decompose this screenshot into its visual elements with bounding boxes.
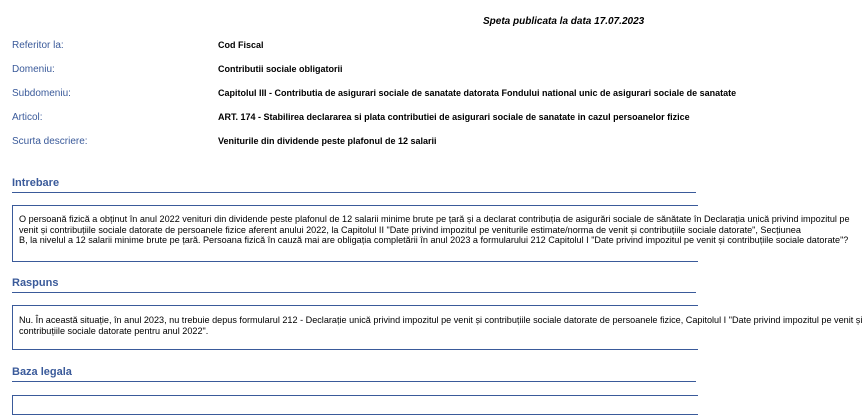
section-title-intrebare: Intrebare [12, 177, 60, 189]
meta-row-scurta-descriere [0, 136, 696, 150]
answer-line: contribuțiile sociale datorate pentru anul 2022". [19, 325, 209, 336]
meta-value: Contributii sociale obligatorii [218, 64, 343, 74]
meta-label: Subdomeniu: [12, 88, 71, 99]
section-divider [12, 381, 696, 382]
meta-value: Capitolul III - Contributia de asigurari sociale de sanatate datorata Fondului national unic de asigurari sociale de sanatate [218, 88, 737, 98]
meta-label: Scurta descriere: [12, 136, 88, 147]
publication-date-note: Speta publicata la data 17.07.2023 [483, 16, 645, 27]
answer-box [12, 305, 862, 350]
meta-row-referitor [0, 40, 696, 54]
meta-row-domeniu [0, 64, 696, 78]
meta-label: Referitor la: [12, 40, 64, 51]
question-line: O persoană fizică a obținut în anul 2022 venituri din dividende peste plafonul de 12 salarii minime brute pe țară și a declarat contribuția de asigurări sociale de sănătate în Declarația unică privind impozitul pe [19, 214, 850, 224]
meta-row-articol [0, 112, 696, 126]
question-line: B, la nivelul a 12 salarii minime brute pe țară. Persoana fizică în cauză mai are obligația completării în anul 2023 a formularului 212 Capitolul I "Date privind impozitul pe venit și contribuțiile sociale datorate"? [19, 235, 849, 245]
meta-value: ART. 174 - Stabilirea declararea si plata contributiei de asigurari sociale de sanatate in cazul persoanelor fizice [218, 112, 690, 122]
meta-value: Veniturile din dividende peste plafonul de 12 salarii [218, 136, 437, 146]
meta-row-subdomeniu [0, 88, 737, 102]
meta-label: Domeniu: [12, 64, 55, 75]
question-line: venit și contribuțiile sociale datorate de persoanele fizice aferent anului 2022, la Capitolul II "Date privind impozitul pe veniturile estimate/norma de venit și contribuțiile sociale datorate", Secțiunea [19, 224, 801, 235]
meta-label: Articol: [12, 112, 43, 123]
question-box [12, 205, 850, 262]
meta-value: Cod Fiscal [218, 40, 264, 50]
section-divider [12, 292, 696, 293]
section-divider [12, 192, 696, 193]
legal-basis-box [12, 395, 698, 415]
section-title-baza-legala: Baza legala [12, 366, 72, 378]
answer-line: Nu. În această situație, în anul 2023, nu trebuie depus formularul 212 - Declarație unică privind impozitul pe venit și contribuțiile sociale datorate de persoanele fizice, Capitolul I "Date privind impozitul pe venit și [19, 315, 862, 325]
section-title-raspuns: Raspuns [12, 277, 59, 289]
